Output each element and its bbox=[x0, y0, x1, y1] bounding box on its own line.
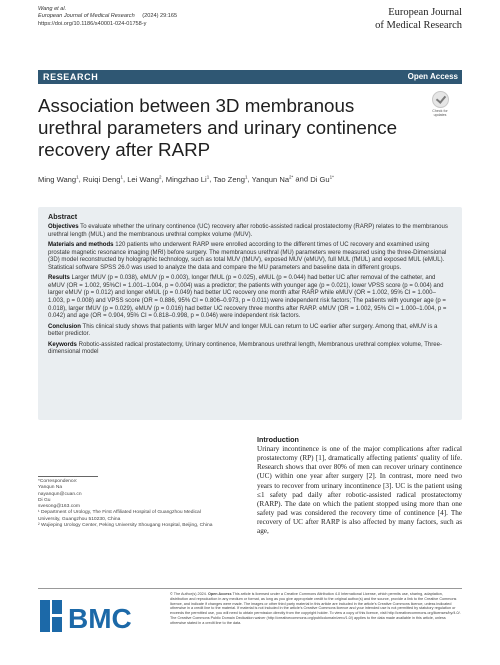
license-text: © The Author(s) 2024. Open Access This article is licensed under a Creative Commons Attribution 4.0 International License, which permits use, sharing, adaptation, distribution and reproduction in any medium or format, as long as you give appropriate credit to the original author(s) and the source, provide a link to the Creative Commons licence, and indicate if changes were made. The images or other third party material in this article are included in the article's Creative Commons licence, unless indicated otherwise in a credit line to the material. If material is not included in the article's Creative Commons licence and your intended use is not permitted by statutory regulation or exceeds the permitted use, you will need to obtain permission directly from the copyright holder. To view a copy of this licence, visit http://creativecommons.org/licenses/by/4.0/. The Creative Commons Public Domain Dedication waiver (http://creativecommons.org/publicdomain/zero/1.0/) applies to the data made available in this article, unless otherwise stated in a credit line to the data. bbox=[170, 592, 461, 625]
abstract-body bbox=[48, 224, 452, 359]
affiliation: ² Wujieping Urology Center, Peking University Shougang Hospital, Beijing, China bbox=[38, 523, 213, 529]
author[interactable]: Lei Wang$^2$ bbox=[127, 174, 162, 184]
bmc-logo-mark bbox=[40, 600, 62, 632]
check-for-updates-badge[interactable]: Check for updates bbox=[426, 91, 454, 121]
bmc-logo bbox=[38, 596, 158, 636]
divider bbox=[38, 476, 98, 477]
abstract-conclusion: Conclusion This clinical study shows that patients with larger MUV and longer MUL can return to UC earlier after surgery. Among that, eMUV is a better predictor. bbox=[48, 323, 438, 338]
author[interactable]: Tao Zeng$^1$ bbox=[213, 174, 248, 184]
section-label: RESEARCH bbox=[43, 72, 99, 82]
email-link[interactable]: svesong@163.com bbox=[38, 504, 80, 510]
author[interactable]: Ruiqi Deng$^1$ bbox=[82, 174, 123, 184]
author[interactable]: Mingzhao Li$^1$ bbox=[165, 174, 210, 184]
abstract-box bbox=[38, 207, 462, 420]
header-doi[interactable]: https://doi.org/10.1186/s40001-024-01758-y bbox=[38, 20, 147, 27]
abstract-objectives: Objectives To evaluate whether the urinary continence (UC) recovery after robotic-assisted radical prostatectomy (RARP) relates to the membranous urethral length (MUL) and the membranous urethral complex volume (MUV). bbox=[48, 224, 448, 238]
author[interactable]: Yanqun $Na^{2*}$ bbox=[251, 174, 294, 184]
header-volume: (2024) 29:165 bbox=[142, 13, 178, 20]
footer-divider bbox=[38, 588, 462, 589]
header-journal: European Journal of Medical Research bbox=[38, 13, 135, 20]
author[interactable]: Ming Wang$^1$ bbox=[38, 174, 79, 184]
check-icon bbox=[432, 91, 449, 108]
author-list: Ming Wang$^1$, Ruiqi Deng$^1$, Lei Wang$^2$, Mingzhao Li$^1$, Tao Zeng$^1$, Yanqun $Na^{2*}$ and Di $Gu^{1*}$ bbox=[38, 174, 334, 184]
introduction-text: Urinary incontinence is one of the major complications after radical prostatectomy (RP) [1], dramatically affecting patients' quality of life. Research shows that over 80% of men can recover urinary continence (UC) within one year after surgery [2]. In contrast, more need two years to recover from urinary incontinence [3]. UC is the patient using ≤1 safety pad daily after robotic-assisted radical prostatectomy (RARP). The date on which the patient stopped using more than one safety pad was considered the recovery time of continence [4]. The recovery of UC after RARP is also affected by many factors, such as age, bbox=[257, 445, 462, 536]
abstract-results: Results Larger tMUV (p = 0.038), eMUV (p = 0.003), longer fMUL (p = 0.025), eMUL (p = 0.044) had better UC after removal of the catheter, and eMUV (OR = 1.002, 95%CI = 1.001–1.004, p = 0.004) was a predictor; the patients with younger age (p = 0.021), lower VPSS score (p = 0.004) and larger eMUV (p = 0.012) and longer eMUL (p = 0.049) had better UC recovery one month after RARP while eMUV (OR = 1.002, 95% CI = 1.000–1.003, p = 0.008) and VPSS score (OR = 0.886, 95% CI = 0.806–0.973, p = 0.011) were independent risk factors; The patients with younger age (p = 0.018), larger tMUV (p = 0.029), eMUV (p = 0.016) had better UC recovery three months after RARP. eMUV (OR = 1.002, 95% CI = 1.000–1.004, p = 0.042) and age (OR = 0.904, 95% CI = 0.818–0.998, p = 0.046) were independent risk factors. bbox=[48, 275, 447, 320]
introduction-heading: Introduction bbox=[257, 435, 299, 444]
abstract-keywords: Keywords Robotic-assisted radical prostatectomy, Urinary continence, Membranous urethral length, Membranous urethral complex volume, Three-dimensional model bbox=[48, 341, 443, 356]
journal-name: European Journal of Medical Research bbox=[375, 7, 462, 31]
running-header bbox=[38, 6, 183, 28]
affiliation: ¹ Department of Urology, The First Affiliated Hospital of Guangzhou Medical University, Guangzhou 510230, China bbox=[38, 510, 201, 522]
email-link[interactable]: nayanqun@cuan.cn bbox=[38, 491, 82, 497]
correspondence-block: *Correspondence: Yanqun Na nayanqun@cuan.cn Di Gu svesong@163.com ¹ Department of Urology, The First Affiliated Hospital of Guangzhou Medical University, Guangzhou 510230, China ² Wujieping Urology Center, Peking University Shougang Hospital, Beijing, China bbox=[38, 479, 223, 529]
open-access-label: Open Access bbox=[407, 72, 458, 81]
bmc-logo-text: BMC bbox=[68, 603, 132, 634]
article-title: Association between 3D membranous urethral parameters and urinary continence recovery after RARP bbox=[38, 95, 398, 160]
header-author: Wang et al. bbox=[38, 6, 67, 12]
abstract-heading: Abstract bbox=[48, 212, 78, 221]
author[interactable]: Di $Gu^{1*}$ bbox=[310, 174, 334, 184]
abstract-methods: Materials and methods 120 patients who underwent RARP were enrolled according to the different times of UC recovery and examined using prostate magnetic resonance imaging (MRI) before surgery. The membranous urethral (MU) parameters were measured using the three-Dimensional (3D) model reconstructed by holographic technology, such as total MUV (tMUV), exposed MUV (eMUV), full MUL (fMUL) and exposed MUL (eMUL). Statistical software SPSS 26.0 was used to analyze the data and compare the MU parameters and baseline data in different groups. bbox=[48, 241, 447, 271]
section-band bbox=[38, 70, 462, 84]
